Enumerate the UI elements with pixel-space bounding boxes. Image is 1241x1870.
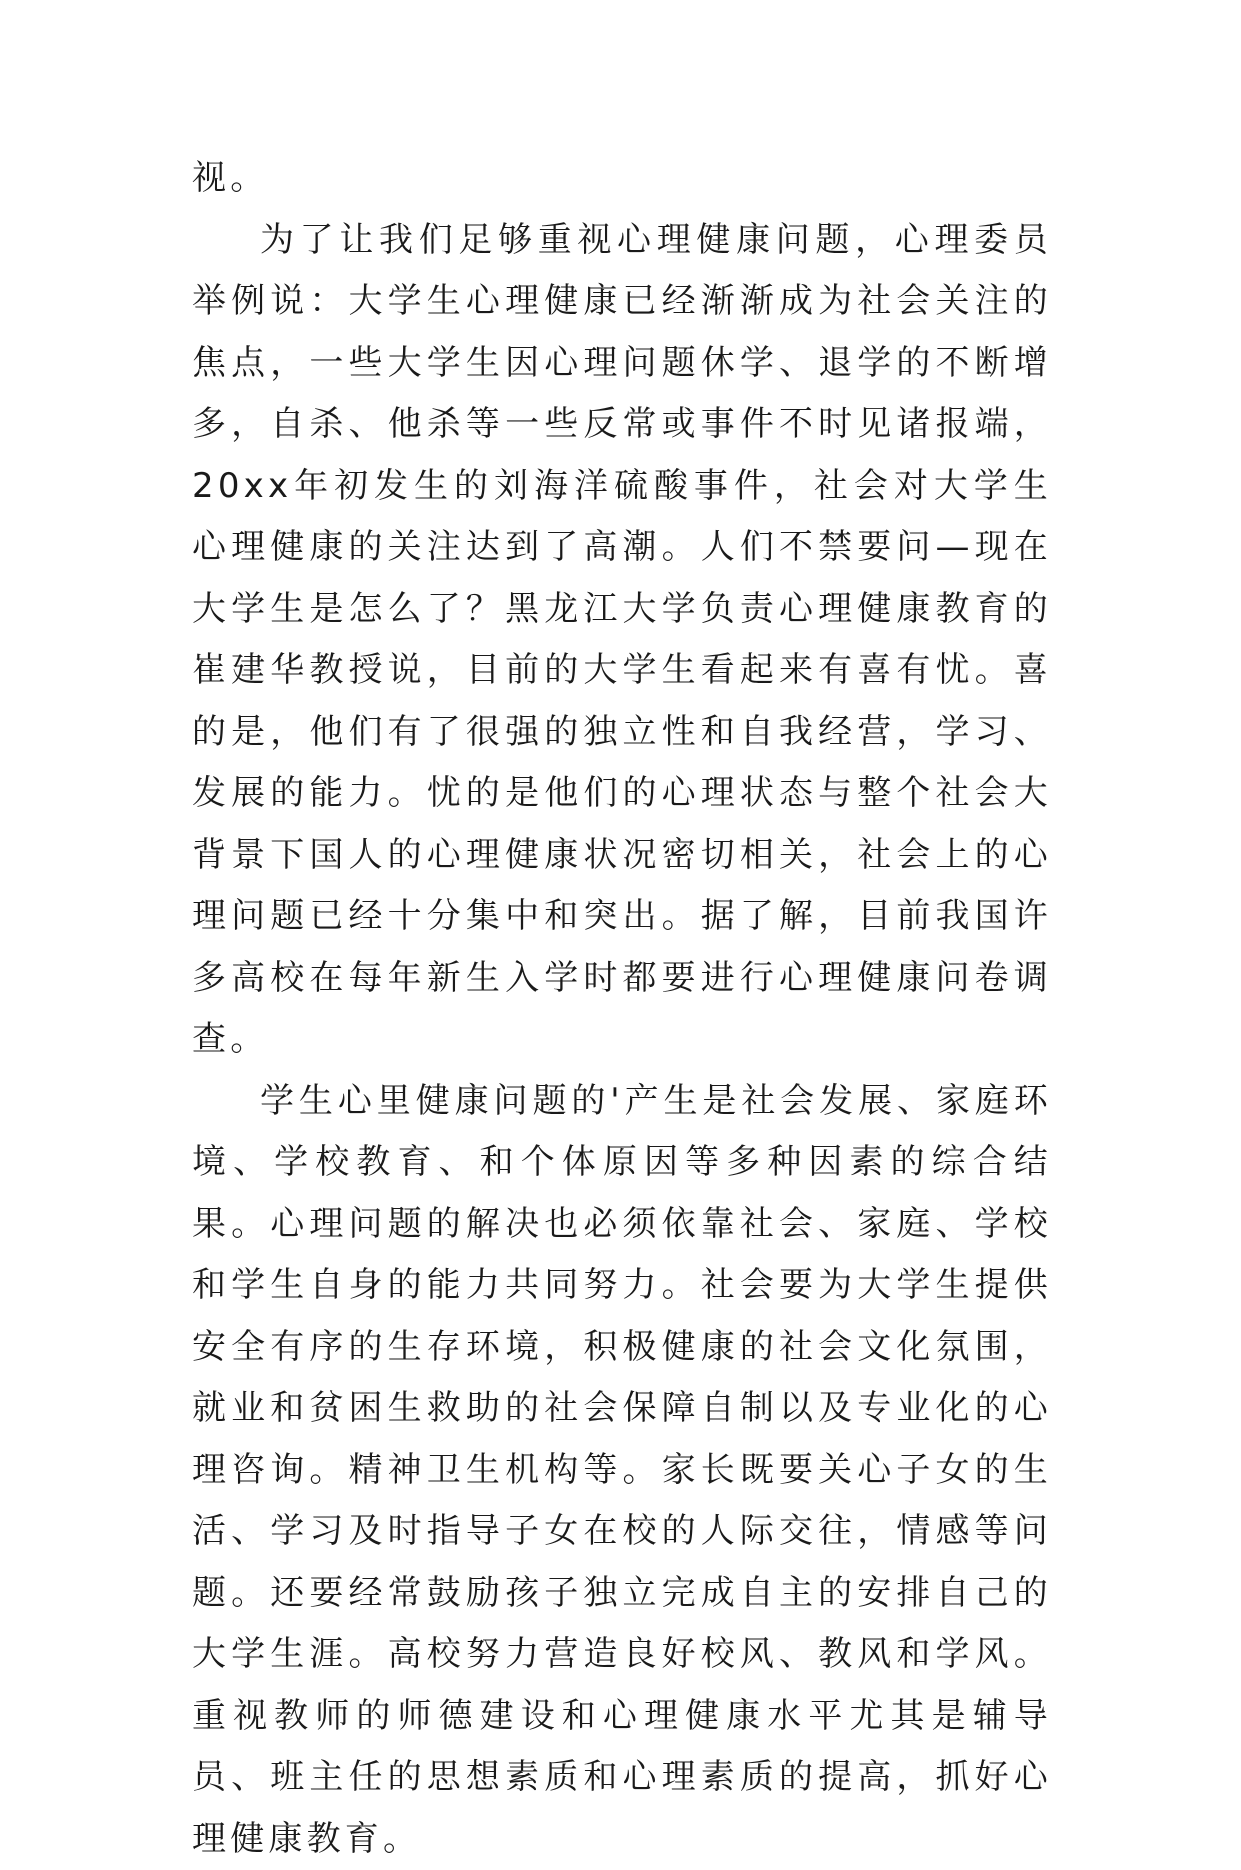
paragraph-causes-and-solutions: 学生心里健康问题的'产生是社会发展、家庭环境、学校教育、和个体原因等多种因素的综合结果。心理问题的解决也必须依靠社会、家庭、学校和学生自身的能力共同努力。社会要为大学生提供安全有序的生存环境，积极健康的社会文化氛围，就业和贫困生救助的社会保障自制以及专业化的心理咨询。精神卫生机构等。家长既要关心子女的生活、学习及时指导子女在校的人际交往，情感等问题。还要经常鼓励孩子独立完成自主的安排自己的大学生涯。高校努力营造良好校风、教风和学风。重视教师的师德建设和心理健康水平尤其是辅导员、班主任的思想素质和心理素质的提高，抓好心理健康教育。 — [192, 1071, 1052, 1870]
document-page — [192, 148, 1052, 1870]
paragraph-psychology-example: 为了让我们足够重视心理健康问题，心理委员举例说：大学生心理健康已经渐渐成为社会关注的焦点，一些大学生因心理问题休学、退学的不断增多，自杀、他杀等一些反常或事件不时见诸报端，20xx年初发生的刘海洋硫酸事件，社会对大学生心理健康的关注达到了高潮。人们不禁要问—现在大学生是怎么了？黑龙江大学负责心理健康教育的崔建华教授说，目前的大学生看起来有喜有忧。喜的是，他们有了很强的独立性和自我经营，学习、发展的能力。忧的是他们的心理状态与整个社会大背景下国人的心理健康状况密切相关，社会上的心理问题已经十分集中和突出。据了解，目前我国许多高校在每年新生入学时都要进行心理健康问卷调查。 — [192, 210, 1052, 1071]
paragraph-continuation: 视。 — [192, 148, 1052, 210]
